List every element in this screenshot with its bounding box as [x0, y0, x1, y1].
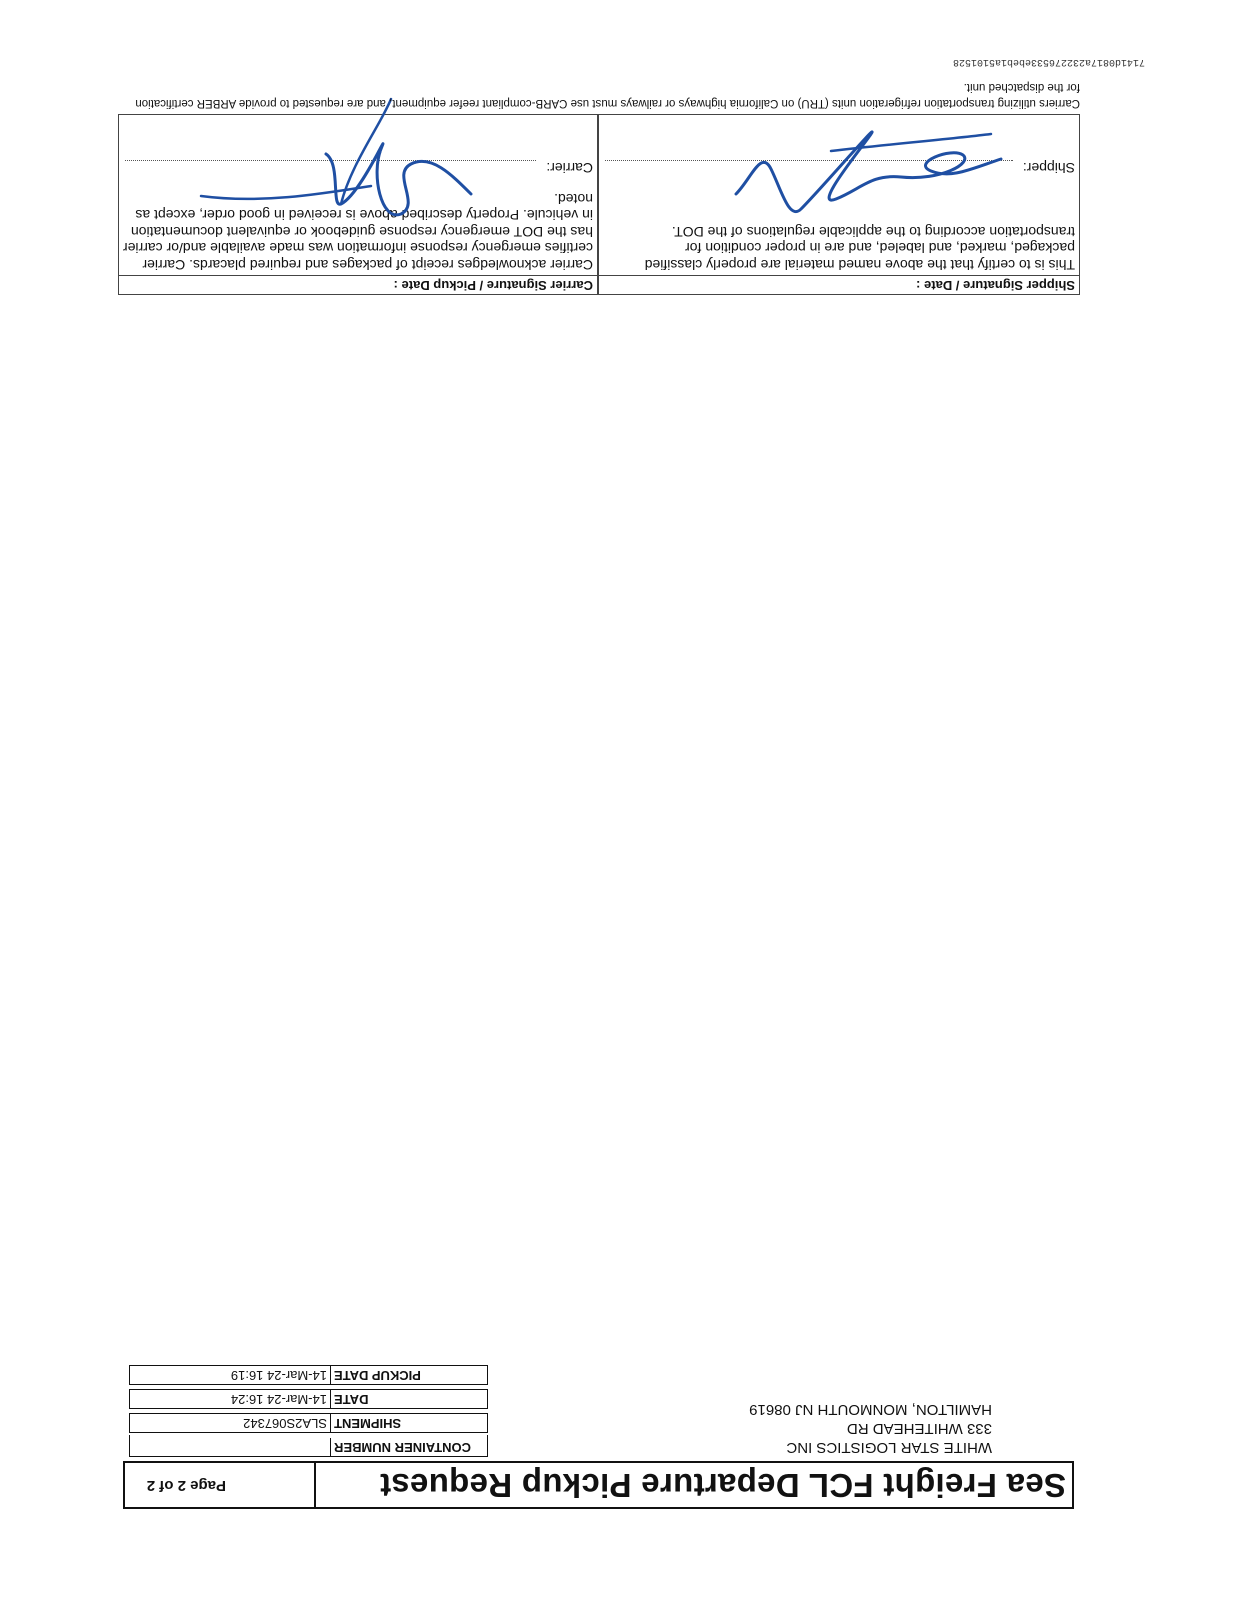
shipper-dotted-line [605, 160, 1013, 174]
shipper-signature-box [598, 114, 1080, 295]
shipper-line-label: Shipper: [1022, 160, 1075, 176]
carrier-signature-box [118, 114, 598, 295]
title-box [123, 1461, 1074, 1509]
shipper-signature-line [605, 160, 1075, 176]
page-number: Page 2 of 2 [146, 1477, 226, 1494]
street-address: 333 WHITEHEAD RD [846, 1420, 992, 1437]
container-number-row [129, 1435, 488, 1457]
carrier-line-label: Carrier: [546, 160, 593, 176]
shipment-value: SLA2S067342 [243, 1416, 327, 1431]
city-state-zip: HAMILTON, MONMOUTH NJ 08619 [749, 1401, 992, 1418]
shipper-signature-heading: Shipper Signature / Date : [599, 275, 1079, 294]
pickup-date-label: PICKUP DATE [330, 1366, 487, 1384]
document-id: 7141d0817a232276533ebeb1a5101528 [952, 56, 1145, 67]
document-title: Sea Freight FCL Departure Pickup Request [314, 1463, 1072, 1507]
shipper-address [749, 1400, 992, 1457]
date-value: 14-Mar-24 16:24 [230, 1392, 327, 1407]
carb-footnote: Carriers utilizing transportation refrigeration units (TRU) on California highways or railways must use CARB-compliant reefer equipment, and are requested to provide ARBER certification for the dispatched unit. [135, 81, 1080, 109]
shipment-label: SHIPMENT [330, 1414, 487, 1432]
pickup-date-row [129, 1365, 488, 1385]
carrier-dotted-line [125, 160, 536, 174]
date-row [129, 1389, 488, 1409]
carrier-signature-heading: Carrier Signature / Pickup Date : [119, 275, 597, 294]
company-name: WHITE STAR LOGISTICS INC [786, 1439, 992, 1456]
date-label: DATE [330, 1390, 487, 1408]
pickup-date-value: 14-Mar-24 16:19 [230, 1368, 327, 1383]
container-number-label: CONTAINER NUMBER [330, 1438, 487, 1456]
shipper-certification-text: This is to certify that the above named material are properly classified packaged, marked, and labeled, and are in proper condition for transportation according to the applicable regulations of the DOT. [644, 224, 1075, 273]
carrier-signature-line [125, 160, 593, 176]
shipment-row [129, 1413, 488, 1433]
carrier-acknowledgement-text: Carrier acknowledges receipt of packages and required placards. Carrier certifies emergency response information was made available and/or carrier has the DOT emergency response guidebook or equivalent documentation in vehicule. Property described above is received in good order, except as noted. [123, 191, 593, 273]
